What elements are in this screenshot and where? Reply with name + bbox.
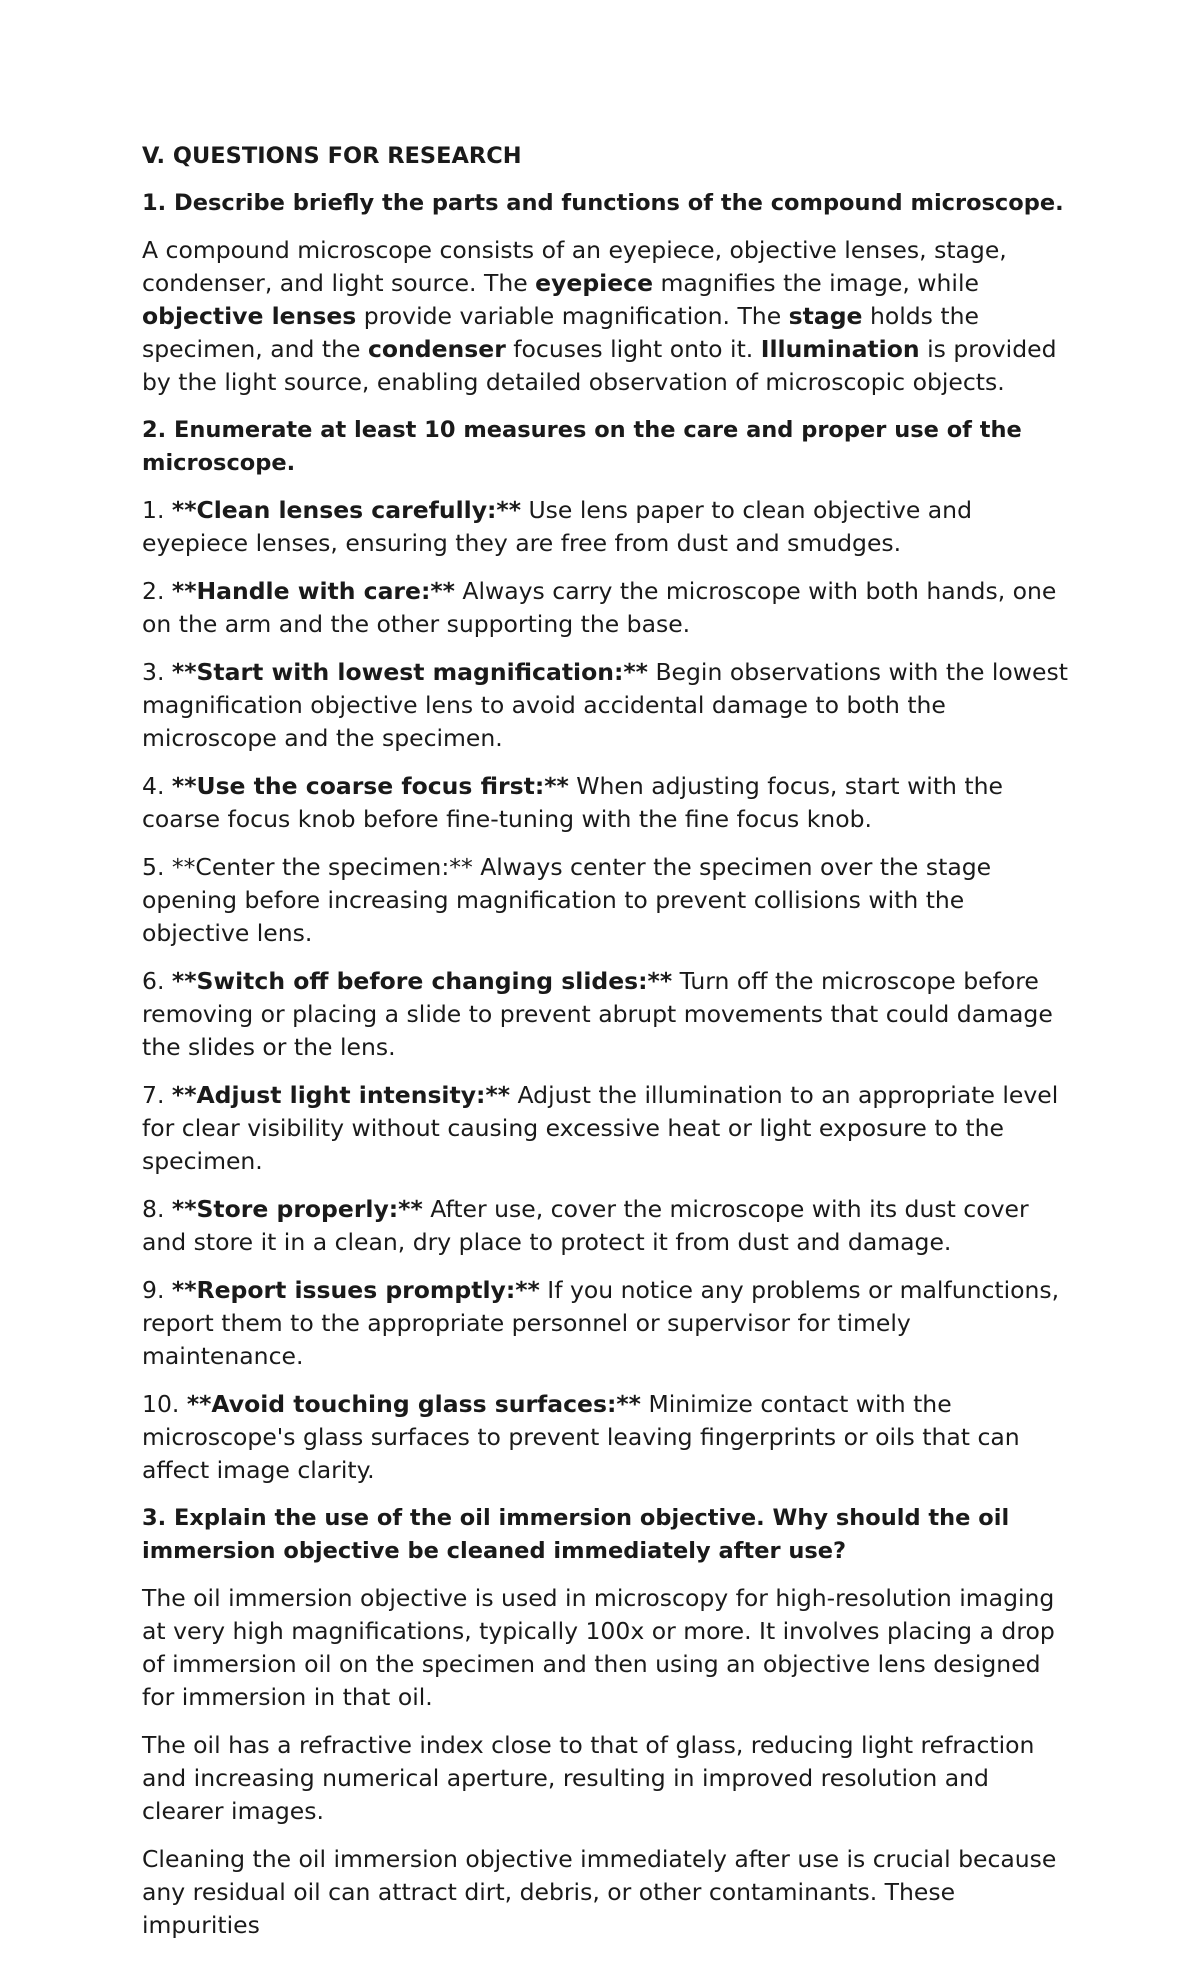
question-1: 1. Describe briefly the parts and functions of the compound microscope. bbox=[142, 190, 1064, 216]
measure-item bbox=[142, 851, 1072, 950]
measure-text: When adjusting focus, start with the coarse focus knob before fine-tuning with the fine focus knob. bbox=[142, 772, 1003, 833]
measure-item bbox=[142, 656, 1072, 755]
answer-1-text: focuses light onto it. bbox=[505, 335, 761, 363]
measure-text: Use lens paper to clean objective and eyepiece lenses, ensuring they are free from dust and smudges. bbox=[142, 496, 972, 557]
answer-1-term-stage: stage bbox=[788, 302, 863, 330]
measure-text: If you notice any problems or malfunctions, report them to the appropriate personnel or supervisor for timely maintenance. bbox=[142, 1276, 1060, 1370]
measure-title: **Handle with care:** bbox=[171, 577, 455, 605]
measure-title: **Clean lenses carefully:** bbox=[171, 496, 521, 524]
answer-1-text: holds the specimen, and the bbox=[142, 302, 979, 363]
answer-3-paragraph: The oil has a refractive index close to that of glass, reducing light refraction and increasing numerical aperture, resulting in improved resolution and clearer images. bbox=[142, 1731, 1035, 1825]
measure-number: 8. bbox=[142, 1195, 172, 1223]
measure-number: 5. bbox=[142, 853, 172, 881]
measure-title: **Store properly:** bbox=[171, 1195, 423, 1223]
measure-text: Minimize contact with the microscope's glass surfaces to prevent leaving fingerprints or oils that can affect image clarity. bbox=[142, 1390, 1020, 1484]
measure-text: Adjust the illumination to an appropriate level for clear visibility without causing excessive heat or light exposure to the specimen. bbox=[142, 1081, 1059, 1175]
answer-1-term-condenser: condenser bbox=[367, 335, 506, 363]
measure-item bbox=[142, 1388, 1072, 1487]
answer-3-paragraph: Cleaning the oil immersion objective immediately after use is crucial because any residual oil can attract dirt, debris, or other contaminants. These impurities bbox=[142, 1845, 1057, 1939]
measure-number: 7. bbox=[142, 1081, 172, 1109]
measure-item bbox=[142, 1274, 1072, 1373]
measure-item bbox=[142, 770, 1072, 836]
measure-item bbox=[142, 965, 1072, 1064]
answer-1-text: provide variable magnification. The bbox=[356, 302, 789, 330]
measure-number: 3. bbox=[142, 658, 172, 686]
answer-1-term-eyepiece: eyepiece bbox=[535, 269, 654, 297]
measure-number: 4. bbox=[142, 772, 172, 800]
question-3: 3. Explain the use of the oil immersion objective. Why should the oil immersion objective be cleaned immediately after use? bbox=[142, 1505, 1010, 1564]
measure-text: **Center the specimen:** Always center the specimen over the stage opening before increasing magnification to prevent collisions with the objective lens. bbox=[142, 853, 992, 947]
measure-text: Begin observations with the lowest magnification objective lens to avoid accidental damage to both the microscope and the specimen. bbox=[142, 658, 1068, 752]
question-2: 2. Enumerate at least 10 measures on the care and proper use of the microscope. bbox=[142, 417, 1022, 476]
measure-item bbox=[142, 575, 1072, 641]
measure-item bbox=[142, 1079, 1072, 1178]
section-title: V. QUESTIONS FOR RESEARCH bbox=[142, 143, 522, 169]
answer-1-text: is provided by the light source, enabling detailed observation of microscopic objects. bbox=[142, 335, 1057, 396]
measure-text: Turn off the microscope before removing or placing a slide to prevent abrupt movements that could damage the slides or the lens. bbox=[142, 967, 1053, 1061]
answer-1-term-illumination: Illumination bbox=[760, 335, 920, 363]
measure-number: 6. bbox=[142, 967, 172, 995]
measure-title: **Start with lowest magnification:** bbox=[171, 658, 648, 686]
measure-title: **Report issues promptly:** bbox=[171, 1276, 540, 1304]
measure-text: After use, cover the microscope with its dust cover and store it in a clean, dry place to protect it from dust and damage. bbox=[142, 1195, 1029, 1256]
measure-number: 9. bbox=[142, 1276, 172, 1304]
measure-number: 1. bbox=[142, 496, 172, 524]
answer-1-text: A compound microscope consists of an eyepiece, objective lenses, stage, condenser, and light source. The bbox=[142, 236, 1007, 297]
measure-item bbox=[142, 494, 1072, 560]
measure-item bbox=[142, 1193, 1072, 1259]
answer-1-term-objective-lenses: objective lenses bbox=[142, 302, 357, 330]
document-page bbox=[142, 140, 1072, 1957]
measure-number: 2. bbox=[142, 577, 172, 605]
measure-text: Always carry the microscope with both hands, one on the arm and the other supporting the base. bbox=[142, 577, 1057, 638]
measure-title: **Adjust light intensity:** bbox=[171, 1081, 511, 1109]
answer-3-paragraph: The oil immersion objective is used in microscopy for high-resolution imaging at very high magnifications, typically 100x or more. It involves placing a drop of immersion oil on the specimen and then using an objective lens designed for immersion in that oil. bbox=[142, 1584, 1055, 1711]
measure-number: 10. bbox=[142, 1390, 187, 1418]
measure-title: **Avoid touching glass surfaces:** bbox=[186, 1390, 641, 1418]
measure-title: **Use the coarse focus first:** bbox=[171, 772, 569, 800]
measure-title: **Switch off before changing slides:** bbox=[171, 967, 673, 995]
answer-1 bbox=[142, 234, 1072, 399]
answer-1-text: magnifies the image, while bbox=[653, 269, 979, 297]
